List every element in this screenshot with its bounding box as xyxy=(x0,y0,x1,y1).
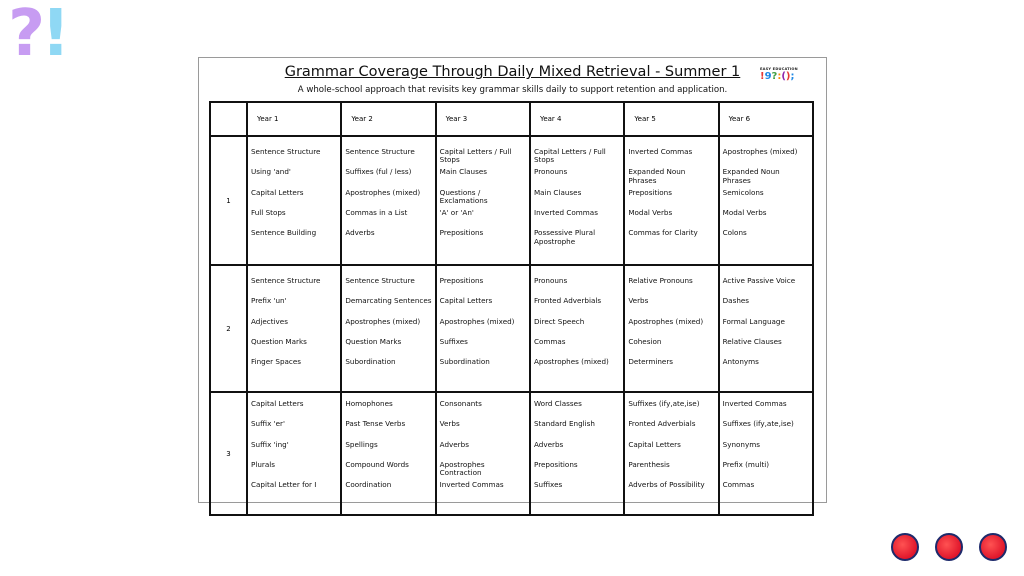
grammar-topic: Prepositions xyxy=(533,459,578,469)
sheet-title: Grammar Coverage Through Daily Mixed Retrieval - Summer 1 xyxy=(284,64,741,80)
grammar-topic: Apostrophes (mixed) xyxy=(439,316,515,326)
grammar-topic: Dashes xyxy=(722,296,750,306)
row-number-cell: 3 xyxy=(210,392,247,515)
grammar-topic: Consonants xyxy=(439,399,482,408)
grammar-topic: Question Marks xyxy=(345,336,402,346)
grammar-topic: Homophones xyxy=(345,399,393,408)
question-mark: ? xyxy=(8,0,46,71)
logo-glyph: ! xyxy=(760,71,765,82)
logo-glyph: ? xyxy=(771,71,778,82)
grammar-topic: Possessive Plural Apostrophe xyxy=(533,228,596,246)
table-cell xyxy=(436,265,530,392)
logo-glyph: : xyxy=(777,71,782,82)
grammar-topic: Sentence Structure xyxy=(251,276,321,285)
grammar-topic: Formal Language xyxy=(722,316,785,326)
grammar-topic: Capital Letters xyxy=(251,399,304,408)
decorative-dot xyxy=(979,533,1007,561)
grammar-topic: Inverted Commas xyxy=(722,399,787,408)
grammar-topic: Question Marks xyxy=(251,336,307,346)
grammar-topic: Apostrophes (mixed) xyxy=(345,316,421,326)
grammar-coverage-sheet xyxy=(198,57,827,503)
table-cell xyxy=(436,392,530,515)
table-cell xyxy=(341,136,435,265)
grammar-topic: Demarcating Sentences xyxy=(345,296,432,306)
grammar-topic: Synonyms xyxy=(722,439,760,449)
easy-education-logo xyxy=(760,67,802,87)
decorative-dot xyxy=(935,533,963,561)
grammar-topic: Relative Pronouns xyxy=(628,276,693,285)
grammar-topic: Questions / Exclamations xyxy=(439,187,488,205)
table-row xyxy=(210,265,813,392)
table-cell xyxy=(530,136,624,265)
table-cell xyxy=(719,136,813,265)
table-cell xyxy=(247,392,341,515)
grammar-topic: Suffixes (ify,ate,ise) xyxy=(628,399,700,408)
table-cell xyxy=(341,392,435,515)
grammar-topic: Direct Speech xyxy=(533,316,585,326)
grammar-topic: Subordination xyxy=(345,357,396,367)
row-number-cell: 2 xyxy=(210,265,247,392)
grammar-topic: Prepositions xyxy=(439,228,484,238)
grammar-topic: Pronouns xyxy=(533,167,568,177)
table-cell xyxy=(341,265,435,392)
grammar-topic: Main Clauses xyxy=(533,187,582,197)
grammar-topic: Subordination xyxy=(439,357,490,367)
corner-header-cell xyxy=(210,102,247,136)
grammar-topic: Coordination xyxy=(345,480,392,490)
question-exclamation-mark xyxy=(8,0,71,71)
grammar-topic: Cohesion xyxy=(628,336,662,346)
grammar-topic: Inverted Commas xyxy=(628,147,693,156)
column-header-year-5: Year 5 xyxy=(624,102,718,136)
grammar-topic: Finger Spaces xyxy=(251,357,302,367)
grammar-topic: Sentence Structure xyxy=(251,147,321,156)
grammar-topic: Adverbs of Possibility xyxy=(628,480,705,490)
logo-glyph: ) xyxy=(785,71,791,82)
grammar-topic: Fronted Adverbials xyxy=(628,419,696,429)
column-header-year-3: Year 3 xyxy=(436,102,530,136)
column-header-year-1: Year 1 xyxy=(247,102,341,136)
table-row xyxy=(210,392,813,515)
grammar-topic: Prefix (multi) xyxy=(722,459,770,469)
table-cell xyxy=(624,392,718,515)
grammar-topic: Capital Letters / Full Stops xyxy=(439,147,512,165)
grammar-topic: Using 'and' xyxy=(251,167,291,177)
grammar-coverage-table xyxy=(209,101,814,516)
grammar-topic: Suffixes (ify,ate,ise) xyxy=(722,419,794,429)
table-cell xyxy=(436,136,530,265)
grammar-topic: Prefix 'un' xyxy=(251,296,287,306)
grammar-topic: Apostrophes (mixed) xyxy=(722,147,798,156)
grammar-topic: Capital Letters xyxy=(251,187,304,197)
table-cell xyxy=(719,392,813,515)
grammar-topic: Spellings xyxy=(345,439,378,449)
grammar-topic: Apostrophes (mixed) xyxy=(628,316,704,326)
grammar-topic: Colons xyxy=(722,228,747,238)
logo-glyph: ; xyxy=(790,71,795,82)
column-header-year-4: Year 4 xyxy=(530,102,624,136)
grammar-topic: Adverbs xyxy=(533,439,564,449)
grammar-topic: Active Passive Voice xyxy=(722,276,796,285)
grammar-topic: Word Classes xyxy=(533,399,582,408)
grammar-topic: Suffix 'er' xyxy=(251,419,285,429)
logo-glyph: 9 xyxy=(764,71,772,82)
grammar-topic: Adjectives xyxy=(251,316,288,326)
grammar-topic: Determiners xyxy=(628,357,674,367)
grammar-topic: Prepositions xyxy=(439,276,484,285)
grammar-topic: Sentence Structure xyxy=(345,276,415,285)
grammar-topic: Inverted Commas xyxy=(533,207,598,217)
grammar-topic: Capital Letter for I xyxy=(251,480,317,490)
grammar-topic: Commas xyxy=(722,480,755,490)
grammar-topic: Modal Verbs xyxy=(628,207,673,217)
table-cell xyxy=(530,265,624,392)
grammar-topic: Capital Letters / Full Stops xyxy=(533,147,606,165)
grammar-topic: Prepositions xyxy=(628,187,672,197)
grammar-topic: Apostrophes Contraction xyxy=(439,459,485,478)
grammar-topic: Capital Letters xyxy=(439,296,493,306)
table-cell xyxy=(624,265,718,392)
grammar-topic: Suffixes xyxy=(533,480,563,490)
exclamation-mark: ! xyxy=(41,0,71,71)
grammar-topic: Expanded Noun Phrases xyxy=(628,167,686,185)
grammar-topic: Capital Letters xyxy=(628,439,681,449)
grammar-topic: Past Tense Verbs xyxy=(345,419,406,429)
grammar-topic: 'A' or 'An' xyxy=(439,207,474,217)
grammar-topic: Sentence Building xyxy=(251,228,317,238)
decorative-dot xyxy=(891,533,919,561)
grammar-topic: Standard English xyxy=(533,419,595,429)
grammar-topic: Parenthesis xyxy=(628,459,670,469)
table-cell xyxy=(624,136,718,265)
grammar-topic: Commas xyxy=(533,336,566,346)
grammar-topic: Full Stops xyxy=(251,207,286,217)
grammar-topic: Compound Words xyxy=(345,459,409,469)
column-header-year-2: Year 2 xyxy=(341,102,435,136)
logo-glyphs xyxy=(760,72,802,82)
table-header-row xyxy=(210,102,813,136)
grammar-topic: Verbs xyxy=(439,419,460,429)
logo-brand-text: EASY EDUCATION xyxy=(760,67,798,71)
table-cell xyxy=(719,265,813,392)
column-header-year-6: Year 6 xyxy=(719,102,813,136)
grammar-topic: Suffix 'ing' xyxy=(251,439,289,449)
grammar-topic: Verbs xyxy=(628,296,649,306)
grammar-topic: Antonyms xyxy=(722,357,759,367)
grammar-topic: Apostrophes (mixed) xyxy=(345,187,421,197)
grammar-topic: Plurals xyxy=(251,459,275,469)
grammar-topic: Modal Verbs xyxy=(722,207,767,217)
grammar-topic: Apostrophes (mixed) xyxy=(533,357,609,367)
grammar-topic: Commas for Clarity xyxy=(628,228,698,238)
grammar-topic: Relative Clauses xyxy=(722,336,782,346)
sheet-subtitle: A whole-school approach that revisits key grammar skills daily to support retention and application. xyxy=(297,85,728,95)
grammar-topic: Semicolons xyxy=(722,187,764,197)
table-cell xyxy=(530,392,624,515)
table-cell xyxy=(247,265,341,392)
grammar-topic: Suffixes (ful / less) xyxy=(345,167,412,177)
grammar-topic: Fronted Adverbials xyxy=(533,296,602,306)
grammar-topic: Inverted Commas xyxy=(439,480,504,490)
grammar-topic: Adverbs xyxy=(345,228,375,238)
table-cell xyxy=(247,136,341,265)
grammar-topic: Expanded Noun Phrases xyxy=(722,167,780,185)
grammar-topic: Pronouns xyxy=(533,276,568,285)
grammar-topic: Main Clauses xyxy=(439,167,487,177)
row-number-cell: 1 xyxy=(210,136,247,265)
grammar-topic: Commas in a List xyxy=(345,207,408,217)
grammar-topic: Suffixes xyxy=(439,336,468,346)
table-row xyxy=(210,136,813,265)
logo-glyph: ( xyxy=(781,71,786,82)
grammar-topic: Sentence Structure xyxy=(345,147,415,156)
grammar-topic: Adverbs xyxy=(439,439,469,449)
